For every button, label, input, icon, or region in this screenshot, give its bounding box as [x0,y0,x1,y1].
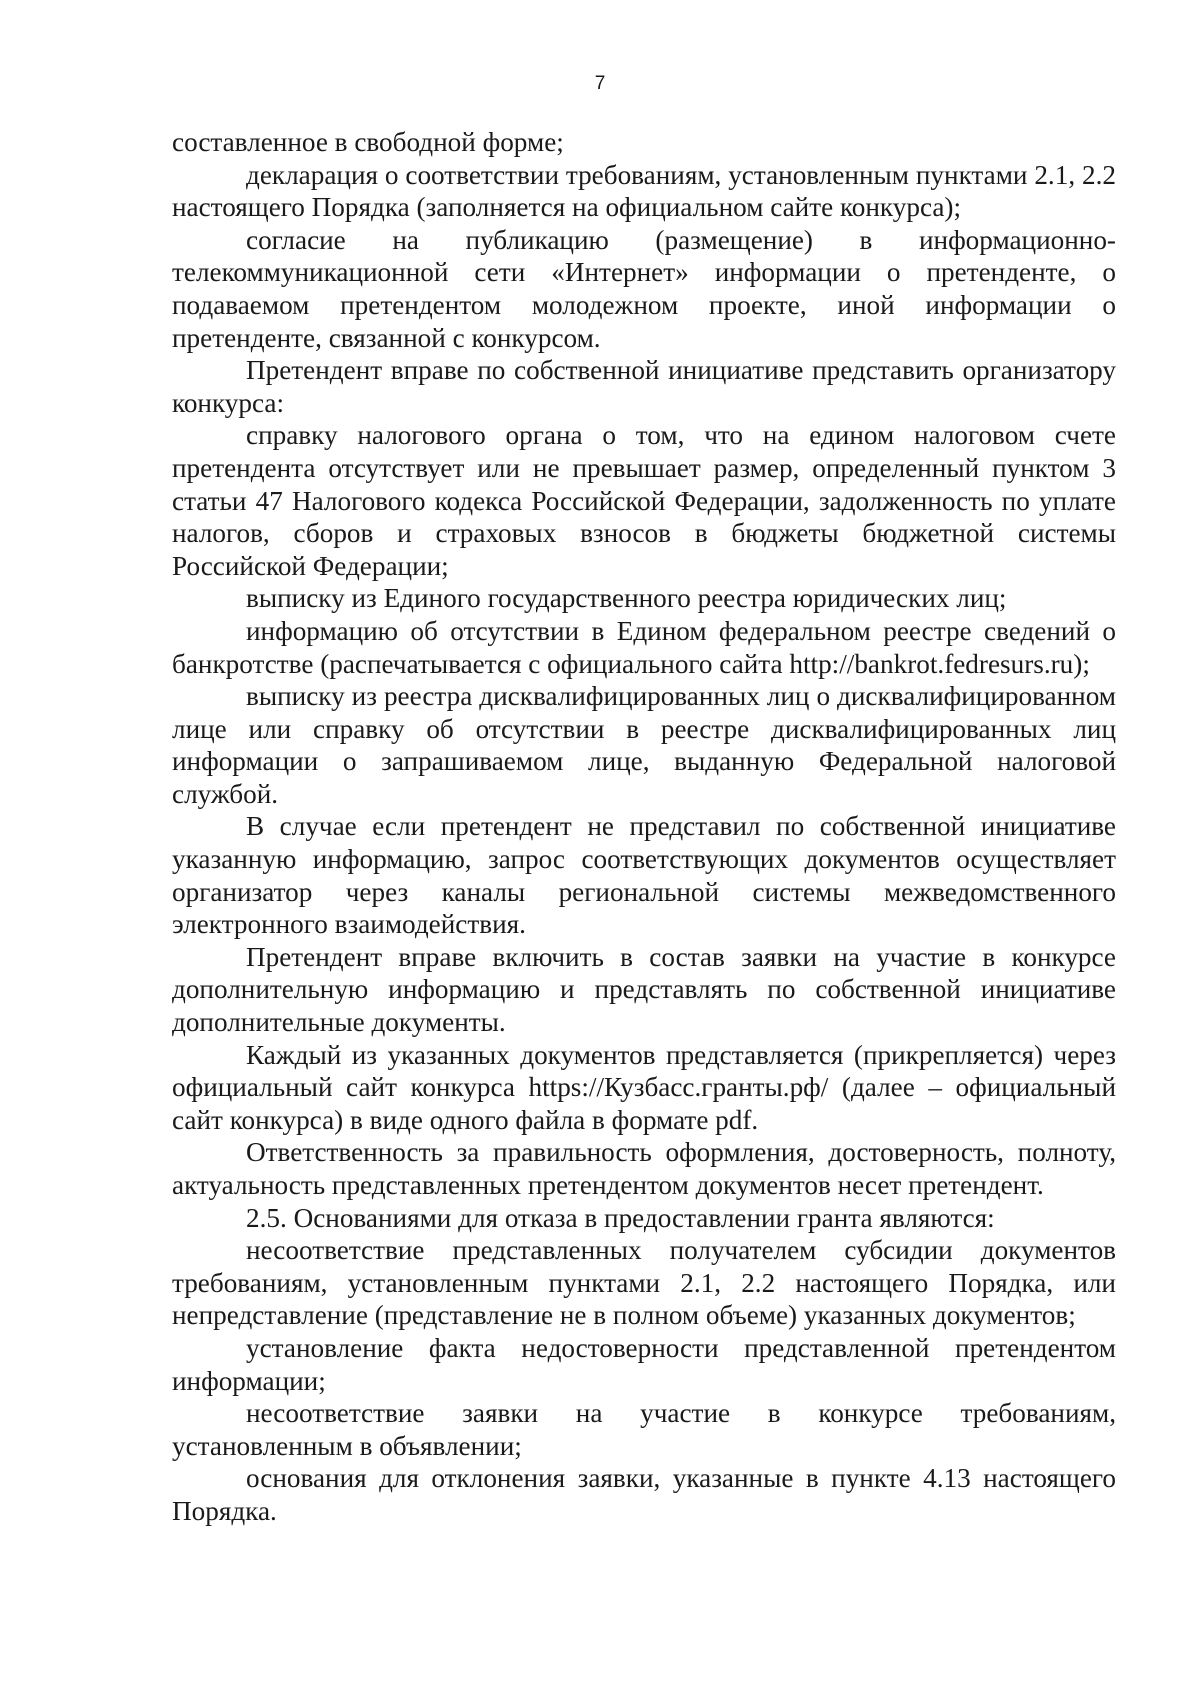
paragraph-publication-consent: согласие на публикацию (размещение) в информационно-телекоммуникационной сети «Интернет» информации о претенденте, о подаваемом претендентом молодежном проекте, иной информации о претенденте, связанной с конкурсом. [172,224,1116,353]
paragraph-optional-documents-intro: Претендент вправе по собственной инициативе представить организатору конкурса: [172,355,1116,418]
paragraph-upload-format: Каждый из указанных документов представляется (прикрепляется) через официальный сайт конкурса https://Кузбасс.гранты.рф/ (далее – официальный сайт конкурса) в виде одного файла в формате pdf. [172,1039,1116,1135]
page-number: 7 [594,73,606,94]
paragraph-refusal-announcement: несоответствие заявки на участие в конкурсе требованиям, установленным в объявлении; [172,1398,1116,1461]
paragraph-tax-certificate: справку налогового органа о том, что на едином налоговом счете претендента отсутствует или не превышает размер, определенный пунктом 3 статьи 47 Налогового кодекса Российской Федерации, задолженность по уплате налогов, сборов и страховых взносов в бюджеты бюджетной системы Российской Федерации; [172,420,1116,581]
paragraph-interagency-request: В случае если претендент не представил по собственной инициативе указанную информацию, запрос соответствующих документов осуществляет организатор через каналы региональной системы межведомственного электронного взаимодействия. [172,811,1116,940]
paragraph-continuation: составленное в свободной форме; [172,127,564,157]
paragraph-responsibility: Ответственность за правильность оформления, достоверность, полноту, актуальность представленных претендентом документов несет претендент. [172,1137,1116,1200]
document-body [172,126,1116,1528]
paragraph-bankruptcy-info: информацию об отсутствии в Едином федеральном реестре сведений о банкротстве (распечатывается с официального сайта http://bankrot.fedresurs.ru); [172,615,1116,679]
paragraph-declaration: декларация о соответствии требованиям, установленным пунктами 2.1, 2.2 настоящего Порядка (заполняется на официальном сайте конкурса); [172,159,1116,223]
paragraph-section-2-5: 2.5. Основаниями для отказа в предоставлении гранта являются: [246,1202,995,1233]
paragraph-refusal-noncompliance: несоответствие представленных получателем субсидии документов требованиям, установленным пунктами 2.1, 2.2 настоящего Порядка, или непредставление (представление не в полном объеме) указанных документов; [172,1235,1116,1331]
paragraph-refusal-false-info: установление факта недостоверности представленной претендентом информации; [172,1332,1116,1396]
paragraph-disqualified-registry: выписку из реестра дисквалифицированных лиц о дисквалифицированном лице или справку об отсутствии в реестре дисквалифицированных лиц информации о запрашиваемом лице, выданную Федеральной налоговой службой. [172,681,1116,809]
paragraph-additional-info: Претендент вправе включить в состав заявки на участие в конкурсе дополнительную информацию и представлять по собственной инициативе дополнительные документы. [172,941,1116,1038]
paragraph-refusal-rejection-grounds: основания для отклонения заявки, указанные в пункте 4.13 настоящего Порядка. [172,1463,1116,1526]
paragraph-egrul-extract: выписку из Единого государственного реестра юридических лиц; [246,583,1007,614]
